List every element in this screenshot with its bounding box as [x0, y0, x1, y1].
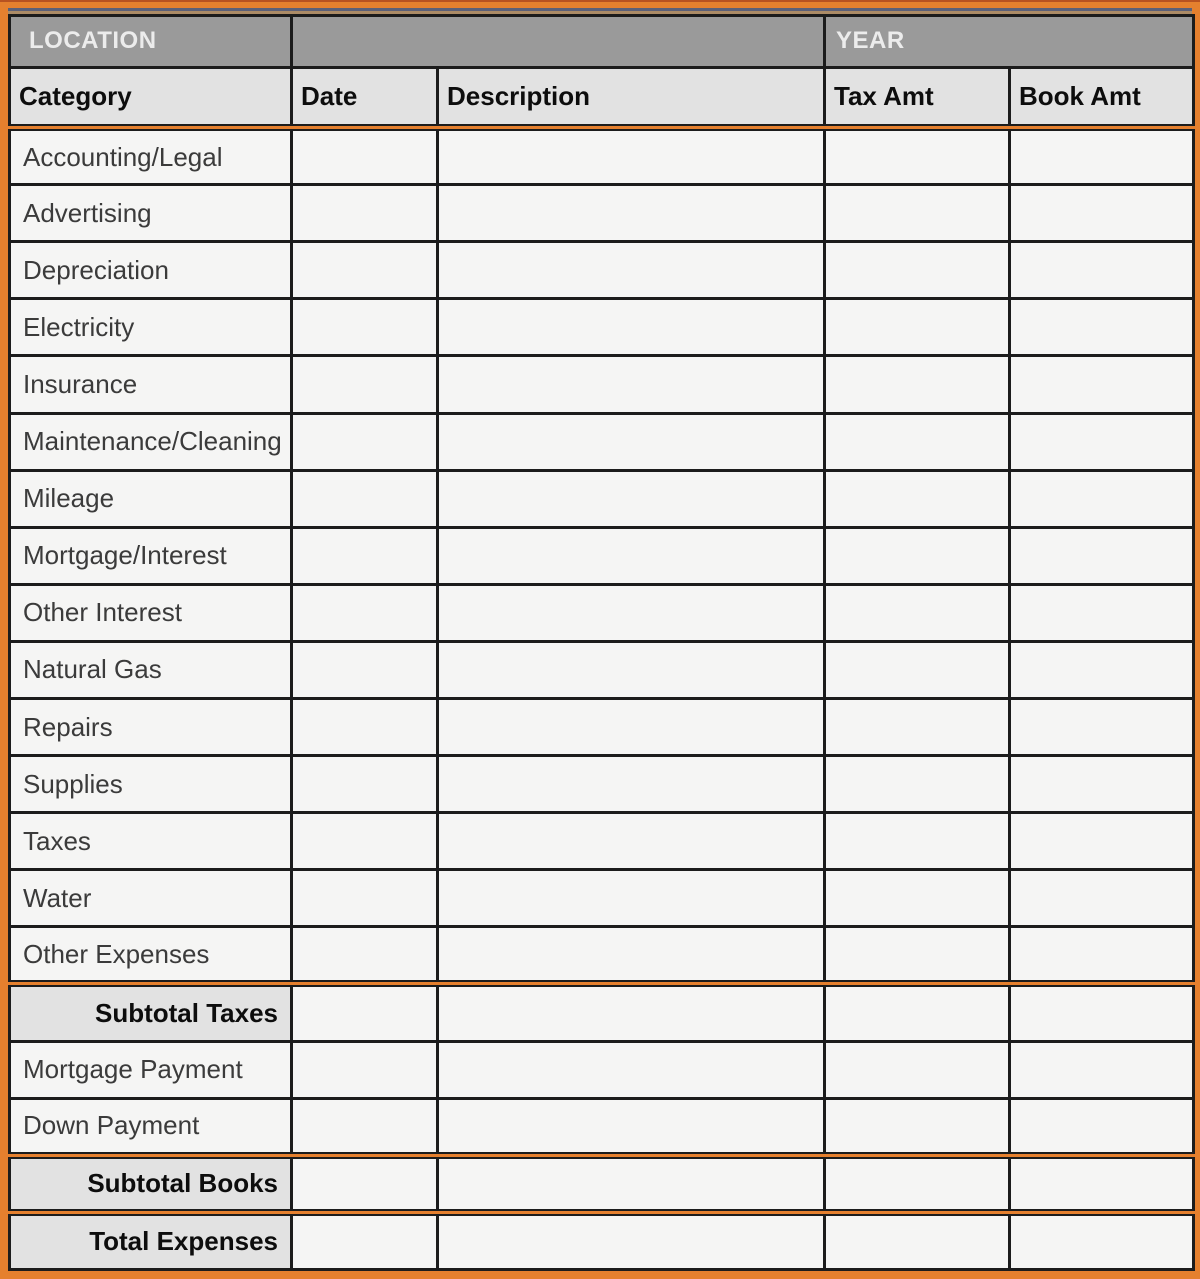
expense-table [8, 14, 1195, 1271]
date-cell[interactable] [292, 1098, 438, 1155]
tax-amt-cell[interactable] [825, 470, 1010, 527]
tax-amt-cell[interactable] [825, 1041, 1010, 1098]
category-cell: Supplies [10, 756, 292, 813]
tax-amt-cell[interactable] [825, 242, 1010, 299]
date-cell[interactable] [292, 1212, 438, 1269]
date-cell[interactable] [292, 756, 438, 813]
table-row [10, 1041, 1194, 1098]
book-amt-cell[interactable] [1010, 1098, 1194, 1155]
category-cell: Depreciation [10, 242, 292, 299]
tax-amt-cell[interactable] [825, 1098, 1010, 1155]
book-amt-cell[interactable] [1010, 984, 1194, 1041]
date-cell[interactable] [292, 1041, 438, 1098]
date-cell[interactable] [292, 299, 438, 356]
table-row [10, 584, 1194, 641]
tax-amt-cell[interactable] [825, 870, 1010, 927]
book-amt-cell[interactable] [1010, 242, 1194, 299]
tax-amt-cell[interactable] [825, 927, 1010, 984]
description-cell[interactable] [438, 527, 825, 584]
description-cell[interactable] [438, 756, 825, 813]
category-cell: Maintenance/Cleaning [10, 413, 292, 470]
subtotal-books-row [10, 1155, 1194, 1212]
tax-amt-cell[interactable] [825, 299, 1010, 356]
category-cell: Mortgage/Interest [10, 527, 292, 584]
book-amt-cell[interactable] [1010, 927, 1194, 984]
tax-amt-cell[interactable] [825, 584, 1010, 641]
book-amt-cell[interactable] [1010, 870, 1194, 927]
category-cell: Water [10, 870, 292, 927]
tax-amt-cell[interactable] [825, 356, 1010, 413]
table-row [10, 413, 1194, 470]
tax-amt-cell[interactable] [825, 185, 1010, 242]
location-header-cell: LOCATION [10, 16, 292, 68]
subtotal-taxes-row [10, 984, 1194, 1041]
book-amt-cell[interactable] [1010, 1212, 1194, 1269]
expense-worksheet-frame [8, 8, 1192, 1271]
tax-amt-cell[interactable] [825, 1155, 1010, 1212]
column-header-row [10, 67, 1194, 127]
table-row [10, 299, 1194, 356]
description-cell[interactable] [438, 242, 825, 299]
category-cell: Repairs [10, 699, 292, 756]
date-cell[interactable] [292, 527, 438, 584]
table-row [10, 128, 1194, 185]
column-header-tax-amt: Tax Amt [825, 67, 1010, 127]
tax-amt-cell[interactable] [825, 128, 1010, 185]
date-cell[interactable] [292, 242, 438, 299]
table-area [8, 14, 1192, 1271]
date-cell[interactable] [292, 1155, 438, 1212]
category-cell: Accounting/Legal [10, 128, 292, 185]
category-cell: Taxes [10, 813, 292, 870]
date-cell[interactable] [292, 641, 438, 698]
table-row [10, 641, 1194, 698]
date-cell[interactable] [292, 356, 438, 413]
table-row [10, 870, 1194, 927]
description-cell[interactable] [438, 185, 825, 242]
category-cell: Other Expenses [10, 927, 292, 984]
category-cell: Electricity [10, 299, 292, 356]
description-cell[interactable] [438, 299, 825, 356]
description-cell[interactable] [438, 584, 825, 641]
description-cell[interactable] [438, 1212, 825, 1269]
column-header-book-amt: Book Amt [1010, 67, 1194, 127]
tax-amt-cell[interactable] [825, 756, 1010, 813]
date-cell[interactable] [292, 413, 438, 470]
description-cell[interactable] [438, 470, 825, 527]
category-cell: Natural Gas [10, 641, 292, 698]
date-cell[interactable] [292, 185, 438, 242]
date-cell[interactable] [292, 813, 438, 870]
date-cell[interactable] [292, 128, 438, 185]
book-amt-cell[interactable] [1010, 185, 1194, 242]
description-cell[interactable] [438, 641, 825, 698]
tax-amt-cell[interactable] [825, 984, 1010, 1041]
description-cell[interactable] [438, 699, 825, 756]
year-header-cell: YEAR [825, 16, 1194, 68]
tax-amt-cell[interactable] [825, 699, 1010, 756]
table-row [10, 927, 1194, 984]
description-cell[interactable] [438, 356, 825, 413]
book-amt-cell[interactable] [1010, 470, 1194, 527]
date-cell[interactable] [292, 584, 438, 641]
description-cell[interactable] [438, 128, 825, 185]
category-cell: Insurance [10, 356, 292, 413]
book-amt-cell[interactable] [1010, 699, 1194, 756]
book-amt-cell[interactable] [1010, 1155, 1194, 1212]
table-row [10, 527, 1194, 584]
column-header-category: Category [10, 67, 292, 127]
table-row [10, 356, 1194, 413]
table-row [10, 185, 1194, 242]
description-cell[interactable] [438, 984, 825, 1041]
description-cell[interactable] [438, 813, 825, 870]
date-cell[interactable] [292, 870, 438, 927]
tax-amt-cell[interactable] [825, 413, 1010, 470]
tax-amt-cell[interactable] [825, 1212, 1010, 1269]
category-cell: Down Payment [10, 1098, 292, 1155]
table-row [10, 756, 1194, 813]
description-cell[interactable] [438, 870, 825, 927]
date-cell[interactable] [292, 470, 438, 527]
description-cell[interactable] [438, 1155, 825, 1212]
book-amt-cell[interactable] [1010, 527, 1194, 584]
book-amt-cell[interactable] [1010, 299, 1194, 356]
book-amt-cell[interactable] [1010, 356, 1194, 413]
category-cell: Advertising [10, 185, 292, 242]
book-amt-cell[interactable] [1010, 813, 1194, 870]
date-cell[interactable] [292, 927, 438, 984]
date-cell[interactable] [292, 984, 438, 1041]
category-cell: Other Interest [10, 584, 292, 641]
top-bar-row [10, 16, 1194, 68]
book-amt-cell[interactable] [1010, 1041, 1194, 1098]
category-cell: Mileage [10, 470, 292, 527]
book-amt-cell[interactable] [1010, 128, 1194, 185]
table-row [10, 242, 1194, 299]
column-header-description: Description [438, 67, 825, 127]
table-row [10, 470, 1194, 527]
top-bar-spacer-cell [292, 16, 825, 68]
tax-amt-cell[interactable] [825, 641, 1010, 698]
description-cell[interactable] [438, 927, 825, 984]
category-cell: Mortgage Payment [10, 1041, 292, 1098]
column-header-date: Date [292, 67, 438, 127]
book-amt-cell[interactable] [1010, 756, 1194, 813]
subtotal-taxes-label: Subtotal Taxes [10, 984, 292, 1041]
table-row [10, 813, 1194, 870]
description-cell[interactable] [438, 413, 825, 470]
date-cell[interactable] [292, 699, 438, 756]
book-amt-cell[interactable] [1010, 413, 1194, 470]
total-expenses-row [10, 1212, 1194, 1269]
total-expenses-label: Total Expenses [10, 1212, 292, 1269]
subtotal-books-label: Subtotal Books [10, 1155, 292, 1212]
tax-amt-cell[interactable] [825, 813, 1010, 870]
tax-amt-cell[interactable] [825, 527, 1010, 584]
table-row [10, 1098, 1194, 1155]
description-cell[interactable] [438, 1041, 825, 1098]
description-cell[interactable] [438, 1098, 825, 1155]
table-row [10, 699, 1194, 756]
book-amt-cell[interactable] [1010, 641, 1194, 698]
book-amt-cell[interactable] [1010, 584, 1194, 641]
